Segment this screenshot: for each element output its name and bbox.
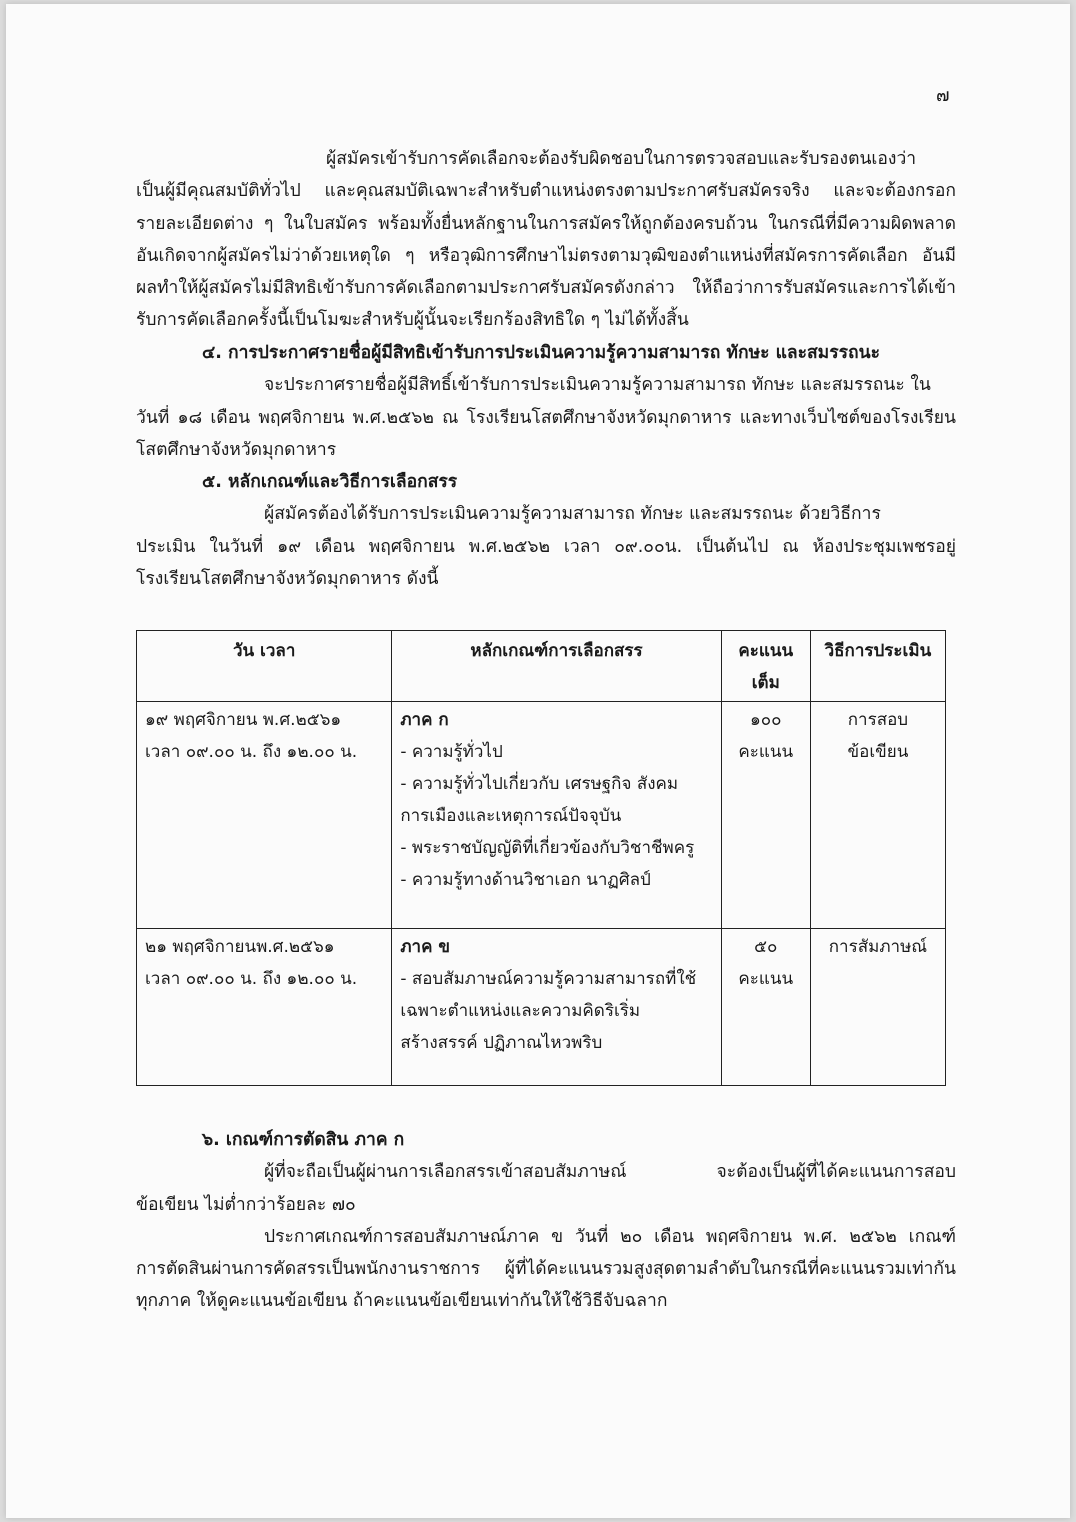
header-full-score: คะแนนเต็ม xyxy=(721,631,810,702)
paragraph-line: ผู้สมัครต้องได้รับการประเมินความรู้ความสามารถ ทักษะ และสมรรถนะ ด้วยวิธีการ xyxy=(264,504,881,525)
table-row xyxy=(137,702,946,929)
page-number: ๗ xyxy=(936,85,950,106)
header-method: วิธีการประเมิน xyxy=(810,631,945,702)
paragraph-line: เป็นผู้มีคุณสมบัติทั่วไป และคุณสมบัติเฉพาะสำหรับตำแหน่งตรงตามประกาศรับสมัครจริง และจะต้องกรอก xyxy=(136,181,956,202)
cell-criteria xyxy=(392,702,721,929)
paragraph-line: การตัดสินผ่านการคัดสรรเป็นพนักงานราชการ ผู้ที่ได้คะแนนรวมสูงสุดตามลำดับในกรณีที่คะแนนรวมเท่ากัน xyxy=(136,1259,956,1280)
criteria-item: เฉพาะตำแหน่งและความคิดริเริ่ม xyxy=(400,1001,641,1021)
criteria-item: - พระราชบัญญัติที่เกี่ยวข้องกับวิชาชีพครู xyxy=(400,838,695,858)
part-label: ภาค ก xyxy=(400,710,449,730)
intro-paragraph xyxy=(136,143,956,337)
paragraph-line: รับการคัดเลือกครั้งนี้เป็นโมฆะสำหรับผู้นั้นจะเรียกร้องสิทธิใด ๆ ไม่ได้ทั้งสิ้น xyxy=(136,310,689,331)
cell-score xyxy=(721,929,810,1086)
cell-method xyxy=(810,929,945,1086)
header-date-time: วัน เวลา xyxy=(137,631,392,702)
document-page xyxy=(6,4,1070,1518)
score-value: ๑๐๐ xyxy=(750,710,782,730)
criteria-item: การเมืองและเหตุการณ์ปัจจุบัน xyxy=(400,806,622,826)
table-header-row xyxy=(137,631,946,702)
method-line: การสอบ xyxy=(847,710,909,730)
paragraph-line: โรงเรียนโสตศึกษาจังหวัดมุกดาหาร ดังนี้ xyxy=(136,568,439,589)
score-value: ๕๐ xyxy=(754,937,778,957)
section-4 xyxy=(136,337,956,466)
section-6 xyxy=(136,1124,956,1318)
time-line: เวลา ๐๙.๐๐ น. ถึง ๑๒.๐๐ น. xyxy=(145,742,358,762)
date-line: ๒๑ พฤศจิกายนพ.ศ.๒๕๖๑ xyxy=(145,937,335,957)
section-4-heading: ๔. การประกาศรายชื่อผู้มีสิทธิเข้ารับการประเมินความรู้ความสามารถ ทักษะ และสมรรถนะ xyxy=(202,343,880,363)
criteria-item: - ความรู้ทางด้านวิชาเอก นาฏศิลป์ xyxy=(400,870,651,890)
section-5 xyxy=(136,466,956,595)
paragraph-line: ประกาศเกณฑ์การสอบสัมภาษณ์ภาค ข วันที่ ๒๐ เดือน พฤศจิกายน พ.ศ. ๒๕๖๒ เกณฑ์ xyxy=(264,1226,956,1247)
header-criteria: หลักเกณฑ์การเลือกสรร xyxy=(392,631,721,702)
paragraph-line: อันเกิดจากผู้สมัครไม่ว่าด้วยเหตุใด ๆ หรือวุฒิการศึกษาไม่ตรงตามวุฒิของตำแหน่งที่สมัครการคัดเลือก อันมี xyxy=(136,245,956,266)
criteria-item: - ความรู้ทั่วไป xyxy=(400,742,503,762)
paragraph-line: ผลทำให้ผู้สมัครไม่มีสิทธิเข้ารับการคัดเลือกตามประกาศรับสมัครดังกล่าว ให้ถือว่าการรับสมัครและการได้เข้า xyxy=(136,278,956,299)
section-5-heading: ๕. หลักเกณฑ์และวิธีการเลือกสรร xyxy=(202,472,458,492)
paragraph-line: ผู้สมัครเข้ารับการคัดเลือกจะต้องรับผิดชอบในการตรวจสอบและรับรองตนเองว่า xyxy=(326,149,917,169)
paragraph-line: วันที่ ๑๘ เดือน พฤศจิกายน พ.ศ.๒๕๖๒ ณ โรงเรียนโสตศึกษาจังหวัดมุกดาหาร และทางเว็บไซต์ของโรงเรียน xyxy=(136,407,956,428)
date-line: ๑๙ พฤศจิกายน พ.ศ.๒๕๖๑ xyxy=(145,710,342,730)
method-line: ข้อเขียน xyxy=(847,742,909,762)
score-unit: คะแนน xyxy=(738,742,794,762)
cell-criteria xyxy=(392,929,721,1086)
paragraph-line: จะประกาศรายชื่อผู้มีสิทธิ์เข้ารับการประเมินความรู้ความสามารถ ทักษะ และสมรรถนะ ใน xyxy=(264,375,931,396)
cell-score xyxy=(721,702,810,929)
cell-date xyxy=(137,929,392,1086)
method-line: การสัมภาษณ์ xyxy=(828,937,928,957)
paragraph-line: ผู้ที่จะถือเป็นผู้ผ่านการเลือกสรรเข้าสอบสัมภาษณ์ จะต้องเป็นผู้ที่ได้คะแนนการสอบ xyxy=(264,1162,956,1183)
criteria-item: สร้างสรรค์ ปฏิภาณไหวพริบ xyxy=(400,1033,603,1053)
paragraph-line: รายละเอียดต่าง ๆ ในใบสมัคร พร้อมทั้งยื่นหลักฐานในการสมัครให้ถูกต้องครบถ้วน ในกรณีที่มีความผิดพลาด xyxy=(136,213,956,234)
time-line: เวลา ๐๙.๐๐ น. ถึง ๑๒.๐๐ น. xyxy=(145,969,358,989)
part-label: ภาค ข xyxy=(400,937,450,957)
paragraph-line: ประเมิน ในวันที่ ๑๙ เดือน พฤศจิกายน พ.ศ.๒๕๖๒ เวลา ๐๙.๐๐น. เป็นต้นไป ณ ห้องประชุมเพชรอยู่ xyxy=(136,536,956,557)
cell-date xyxy=(137,702,392,929)
selection-criteria-table xyxy=(136,630,946,1086)
criteria-item: - สอบสัมภาษณ์ความรู้ความสามารถที่ใช้ xyxy=(400,969,697,989)
paragraph-line: โสตศึกษาจังหวัดมุกดาหาร xyxy=(136,439,337,460)
section-6-heading: ๖. เกณฑ์การตัดสิน ภาค ก xyxy=(202,1130,405,1150)
criteria-item: - ความรู้ทั่วไปเกี่ยวกับ เศรษฐกิจ สังคม xyxy=(400,774,679,794)
paragraph-line: ข้อเขียน ไม่ต่ำกว่าร้อยละ ๗๐ xyxy=(136,1194,356,1215)
paragraph-line: ทุกภาค ให้ดูคะแนนข้อเขียน ถ้าคะแนนข้อเขียนเท่ากันให้ใช้วิธีจับฉลาก xyxy=(136,1291,668,1312)
score-unit: คะแนน xyxy=(738,969,794,989)
cell-method xyxy=(810,702,945,929)
table-row xyxy=(137,929,946,1086)
